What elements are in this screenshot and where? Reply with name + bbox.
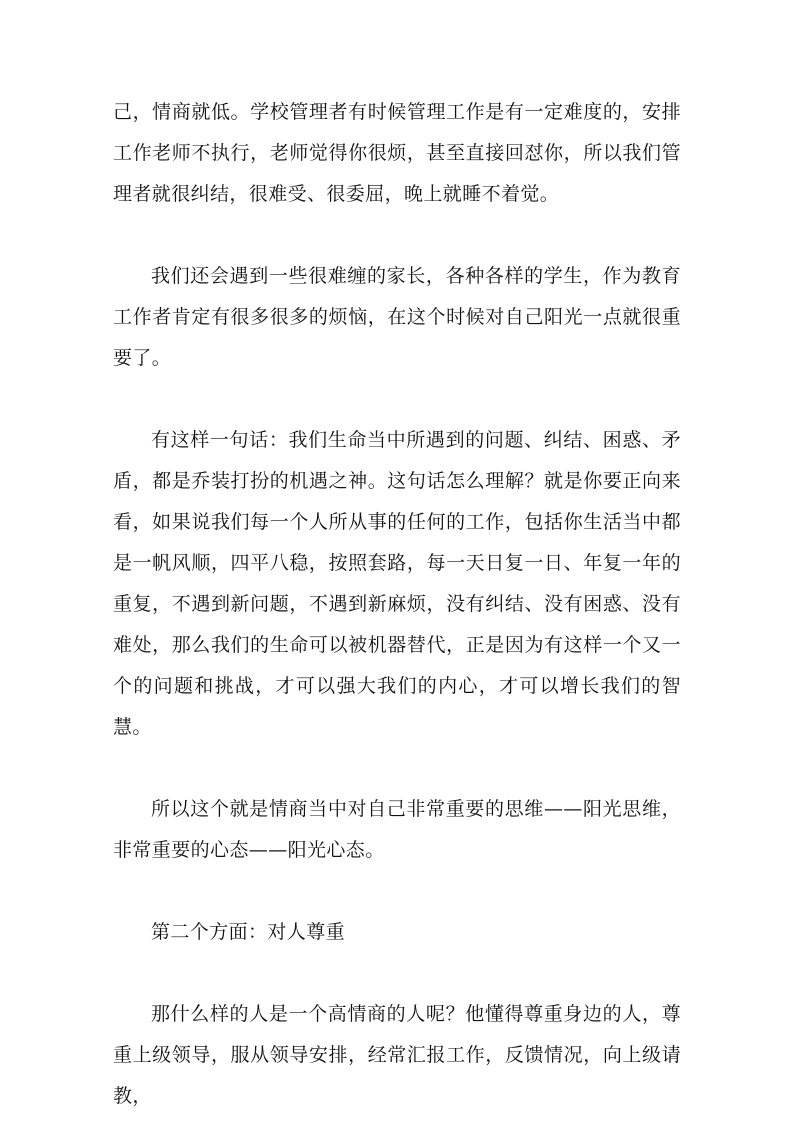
- paragraph-continuation: 己，情商就低。学校管理者有时候管理工作是有一定难度的，安排工作老师不执行，老师觉得你很烦，甚至直接回怼你，所以我们管理者就很纠结，很难受、很委屈，晚上就睡不着觉。: [113, 101, 681, 205]
- paragraph-high-eq-person: 那什么样的人是一个高情商的人呢？他懂得尊重身边的人，尊重上级领导，服从领导安排，经常汇报工作，反馈情况，向上级请教，: [113, 1003, 681, 1107]
- section-heading-respect: 第二个方面：对人尊重: [151, 921, 346, 943]
- paragraph-gap: [113, 215, 681, 256]
- paragraph-gap: [113, 379, 681, 420]
- paragraph-sunshine-mindset: 所以这个就是情商当中对自己非常重要的思维——阳光思维，非常重要的心态——阳光心态。: [113, 798, 681, 861]
- document-body: [113, 92, 681, 1117]
- paragraph-gap: [113, 871, 681, 912]
- paragraph-gap: [113, 748, 681, 789]
- paragraph-difficult-parents: 我们还会遇到一些很难缠的家长，各种各样的学生，作为教育工作者肯定有很多很多的烦恼，在这个时候对自己阳光一点就很重要了。: [113, 265, 681, 369]
- paragraph-gap: [113, 953, 681, 994]
- paragraph-problems-opportunity: 有这样一句话：我们生命当中所遇到的问题、纠结、困惑、矛盾，都是乔装打扮的机遇之神。这句话怎么理解？就是你要正向来看，如果说我们每一个人所从事的任何的工作，包括你生活当中都是一帆风顺，四平八稳，按照套路，每一天日复一日、年复一年的重复，不遇到新问题，不遇到新麻烦，没有纠结、没有困惑、没有难处，那么我们的生命可以被机器替代，正是因为有这样一个又一个的问题和挑战，才可以强大我们的内心，才可以增长我们的智慧。: [113, 429, 681, 738]
